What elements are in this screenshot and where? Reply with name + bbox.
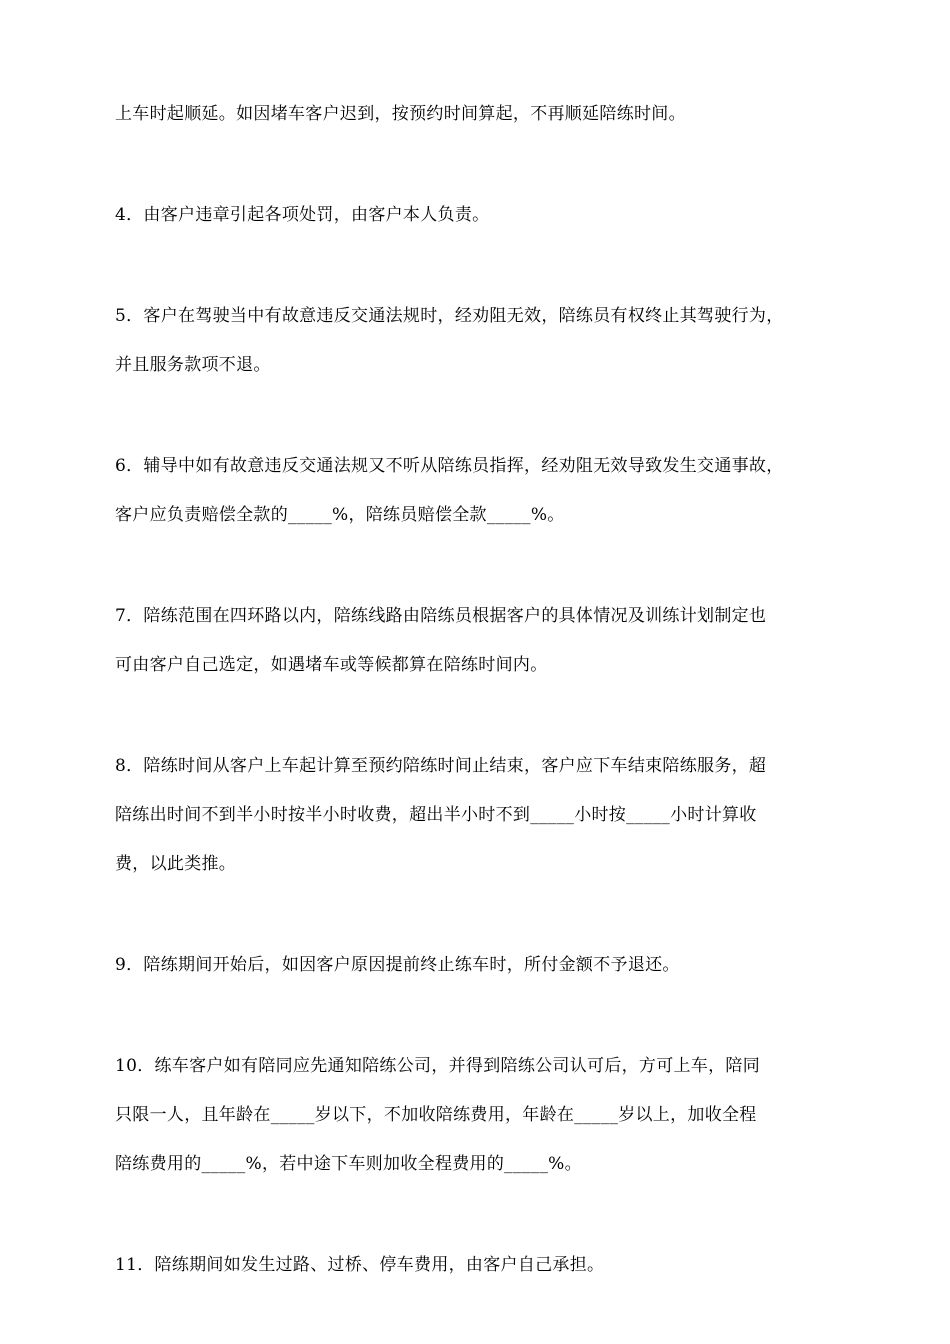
clause-4: 4．由客户违章引起各项处罚，由客户本人负责。 [115,205,490,225]
clause-5-line-1: 5．客户在驾驶当中有故意违反交通法规时，经劝阻无效，陪练员有权终止其驾驶行为， [115,306,784,326]
clause-8-line-3: 费，以此类推。 [115,854,237,874]
clause-10-line-1: 10．练车客户如有陪同应先通知陪练公司，并得到陪练公司认可后，方可上车，陪同 [115,1056,761,1076]
clause-10-line-2: 只限一人，且年龄在_____岁以下，不加收陪练费用，年龄在_____岁以上，加收全程 [115,1105,757,1125]
clause-3-continuation: 上车时起顺延。如因堵车客户迟到，按预约时间算起，不再顺延陪练时间。 [115,104,686,124]
clause-7-line-1: 7．陪练范围在四环路以内，陪练线路由陪练员根据客户的具体情况及训练计划制定也 [115,606,767,626]
clause-6-line-2: 客户应负责赔偿全款的_____%，陪练员赔偿全款_____%。 [115,505,565,525]
clause-6-line-1: 6．辅导中如有故意违反交通法规又不听从陪练员指挥，经劝阻无效导致发生交通事故， [115,456,784,476]
clause-5-line-2: 并且服务款项不退。 [115,355,271,375]
clause-11: 11．陪练期间如发生过路、过桥、停车费用，由客户自己承担。 [115,1255,605,1275]
clause-9: 9．陪练期间开始后，如因客户原因提前终止练车时，所付金额不予退还。 [115,955,680,975]
clause-8-line-1: 8．陪练时间从客户上车起计算至预约陪练时间止结束，客户应下车结束陪练服务，超 [115,756,767,776]
clause-7-line-2: 可由客户自己选定，如遇堵车或等候都算在陪练时间内。 [115,655,548,675]
clause-10-line-3: 陪练费用的_____%，若中途下车则加收全程费用的_____%。 [115,1154,582,1174]
clause-8-line-2: 陪练出时间不到半小时按半小时收费，超出半小时不到_____小时按_____小时计算收 [115,805,757,825]
